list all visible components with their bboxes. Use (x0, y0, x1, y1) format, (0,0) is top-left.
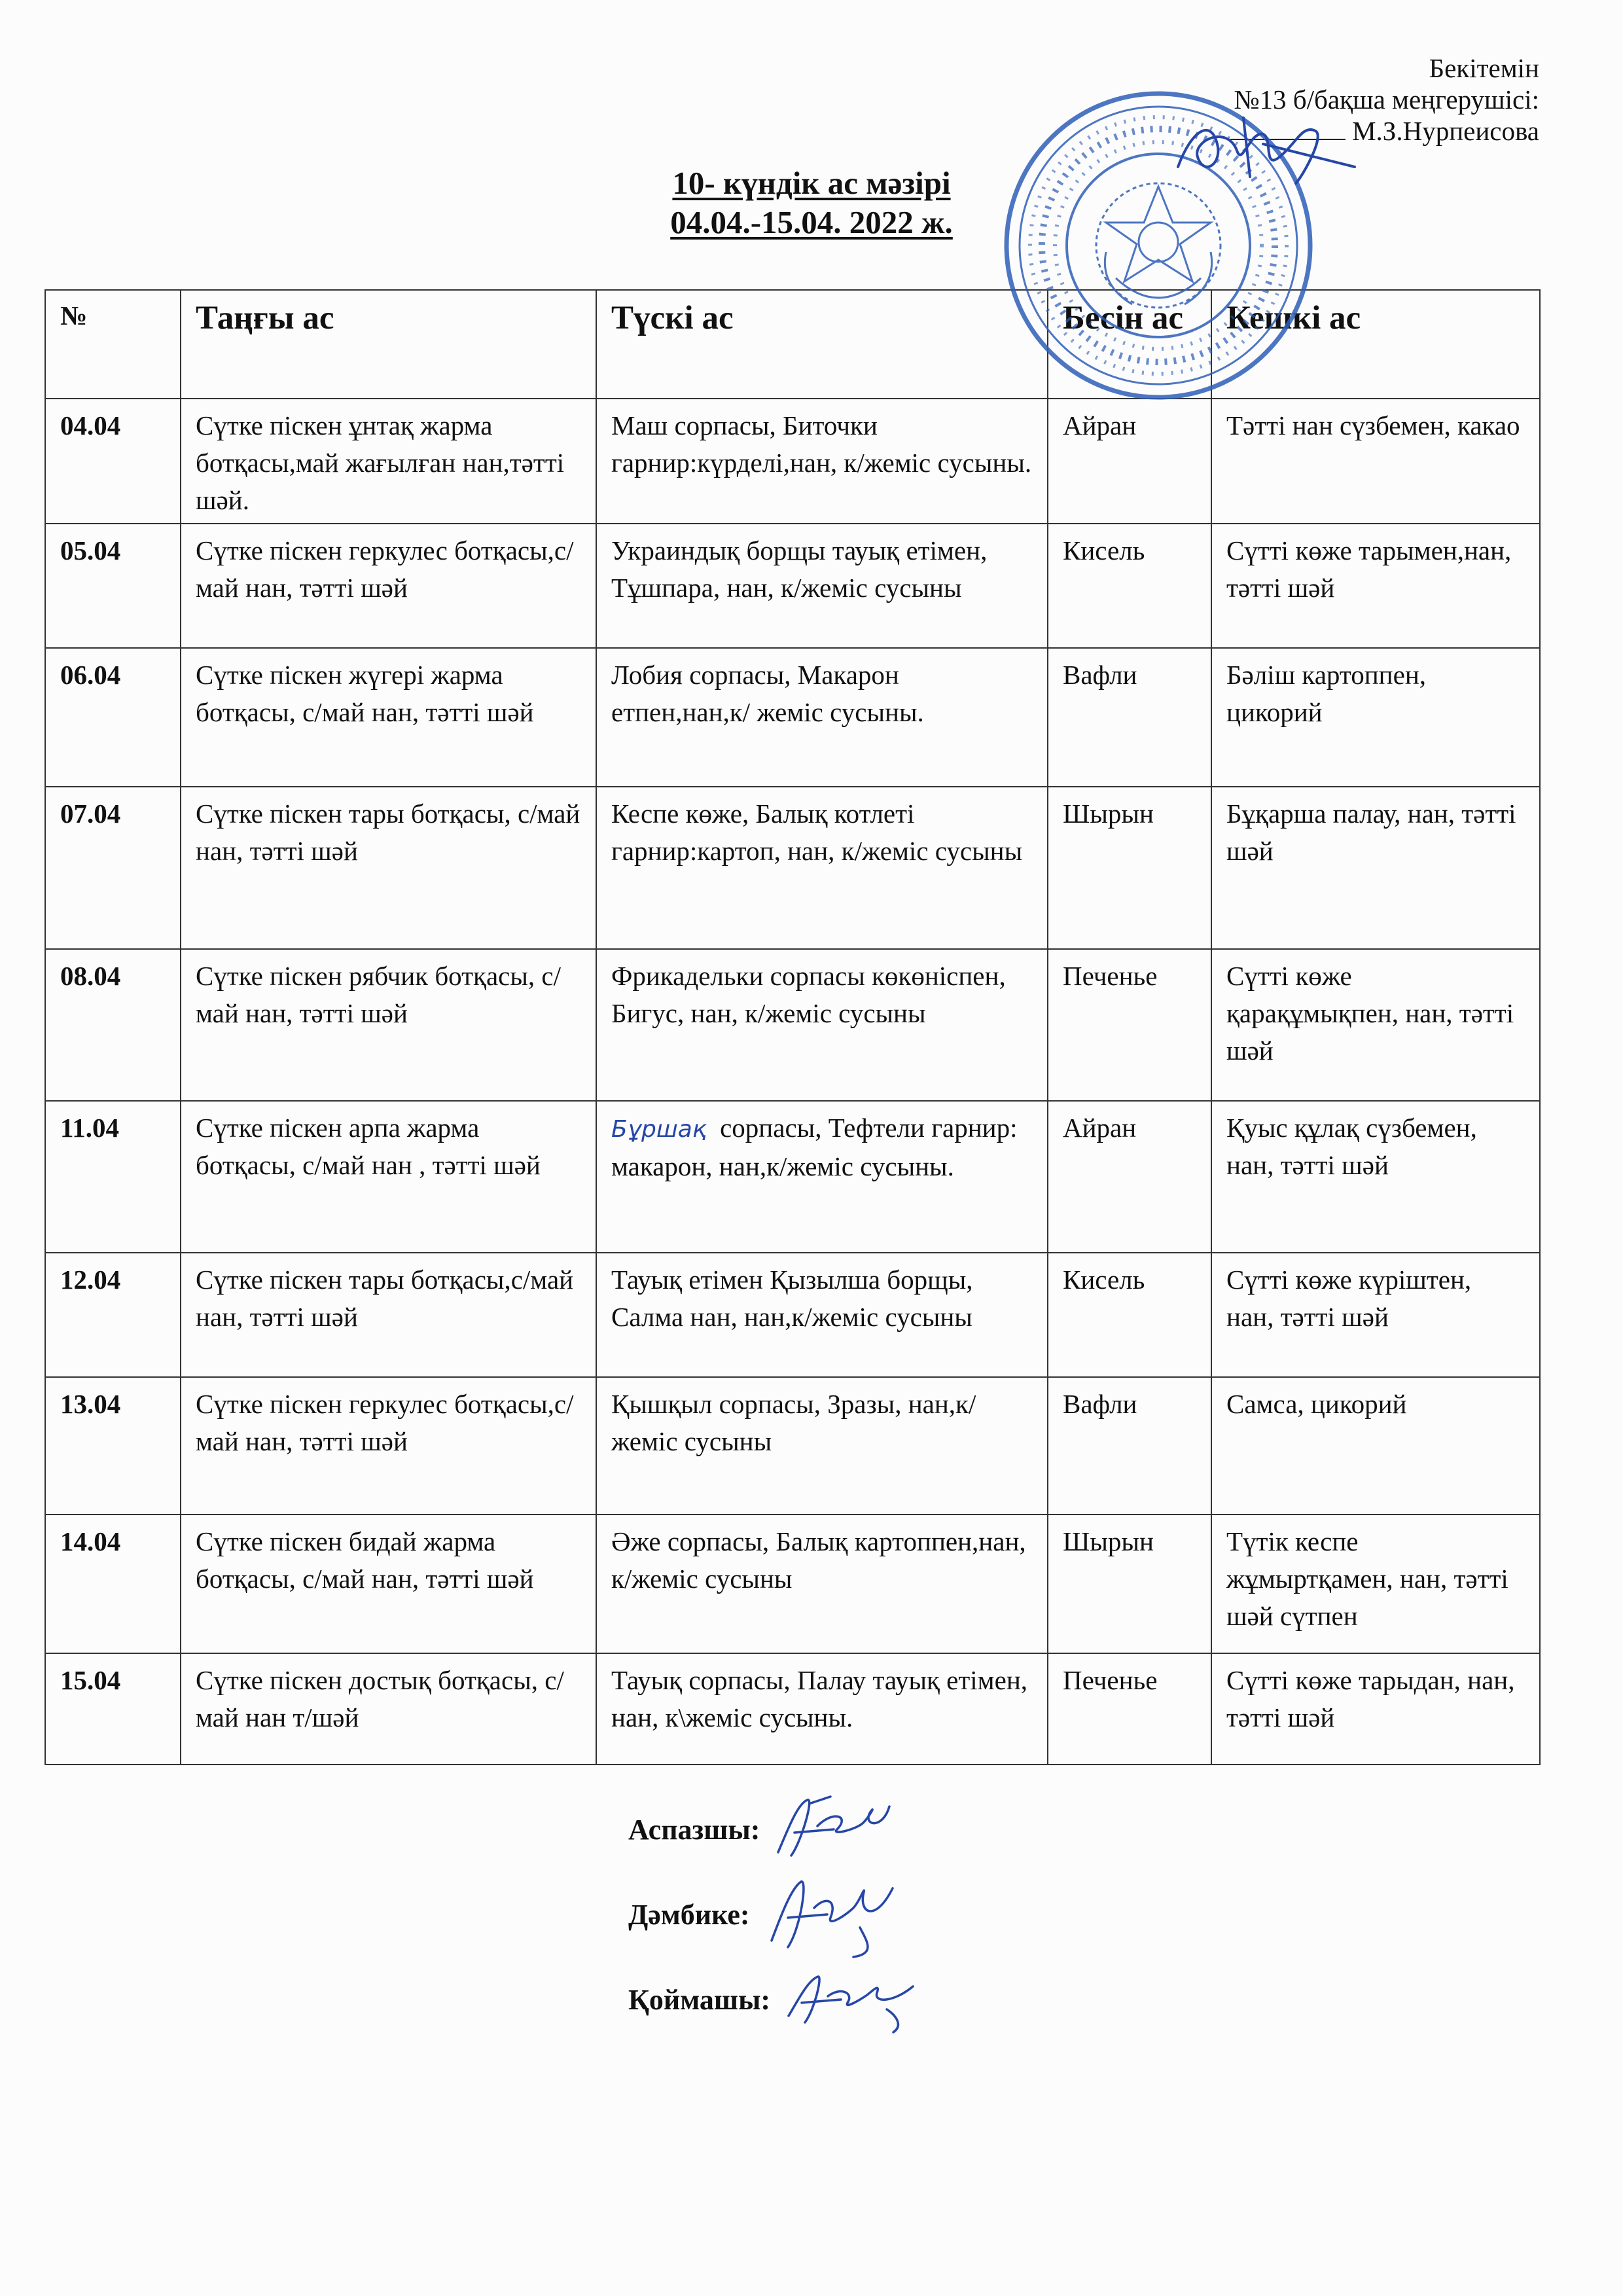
header-snack: Бесін ас (1048, 290, 1211, 399)
table-header-row (45, 290, 1540, 399)
row-breakfast: Сүтке піскен тары ботқасы, с/май нан, тәтті шәй (181, 787, 596, 949)
table-row (45, 949, 1540, 1101)
row-dinner: Сүтті көже тарымен,нан, тәтті шәй (1211, 524, 1540, 648)
table-row (45, 1515, 1540, 1653)
row-dinner: Тәтті нан сүзбемен, какао (1211, 399, 1540, 524)
table-row (45, 399, 1540, 524)
row-breakfast: Сүтке піскен жүгері жарма ботқасы, с/май нан, тәтті шәй (181, 648, 596, 787)
row-lunch: Әже сорпасы, Балық картоппен,нан, к/жеміс сусыны (596, 1515, 1048, 1653)
row-breakfast: Сүтке піскен бидай жарма ботқасы, с/май нан, тәтті шәй (181, 1515, 596, 1653)
menu-table (45, 289, 1541, 1765)
row-date: 12.04 (45, 1253, 181, 1377)
storekeeper-signature-row (628, 1957, 926, 2042)
table-row (45, 1101, 1540, 1253)
row-snack: Шырын (1048, 787, 1211, 949)
row-lunch: сорпасы, Тефтели гарнир: макарон, нан,к/жеміс сусыны. (611, 1113, 1024, 1181)
row-breakfast: Сүтке піскен достық ботқасы, с/май нан т/шәй (181, 1653, 596, 1765)
row-date: 07.04 (45, 787, 181, 949)
row-dinner: Сүтті көже күріштен, нан, тәтті шәй (1211, 1253, 1540, 1377)
row-snack: Кисель (1048, 1253, 1211, 1377)
row-breakfast: Сүтке піскен геркулес ботқасы,с/май нан, тәтті шәй (181, 524, 596, 648)
taster-label: Дәмбике: (628, 1898, 750, 1931)
row-date: 04.04 (45, 399, 181, 524)
row-breakfast: Сүтке піскен тары ботқасы,с/май нан, тәтті шәй (181, 1253, 596, 1377)
row-snack: Шырын (1048, 1515, 1211, 1653)
storekeeper-label: Қоймашы: (628, 1983, 771, 2016)
row-date: 11.04 (45, 1101, 181, 1253)
row-lunch: Украиндық борщы тауық етімен, Тұшпара, нан, к/жеміс сусыны (596, 524, 1048, 648)
row-dinner: Бәліш картоппен, цикорий (1211, 648, 1540, 787)
title-line-2: 04.04.-15.04. 2022 ж. (670, 204, 953, 240)
row-dinner: Бұқарша палау, нан, тәтті шәй (1211, 787, 1540, 949)
row-breakfast: Сүтке піскен ұнтақ жарма ботқасы,май жағылған нан,тәтті шәй. (181, 399, 596, 524)
approval-position: №13 б/бақша меңгерушісі: (1234, 84, 1539, 115)
table-row (45, 1377, 1540, 1515)
row-lunch: Лобия сорпасы, Макарон етпен,нан,к/ жеміс сусыны. (596, 648, 1048, 787)
table-row (45, 1653, 1540, 1765)
row-lunch: Фрикадельки сорпасы көкөніспен, Бигус, нан, к/жеміс сусыны (596, 949, 1048, 1101)
row-lunch: Тауық етімен Қызылша борщы, Салма нан, нан,к/жеміс сусыны (596, 1253, 1048, 1377)
row-dinner: Қуыс құлақ сүзбемен, нан, тәтті шәй (1211, 1101, 1540, 1253)
row-date: 15.04 (45, 1653, 181, 1765)
row-snack: Вафли (1048, 648, 1211, 787)
taster-signature-icon (762, 1869, 899, 1960)
row-lunch: Тауық сорпасы, Палау тауық етімен, нан, к\жеміс сусыны. (596, 1653, 1048, 1765)
table-row (45, 524, 1540, 648)
director-signature-icon (1165, 105, 1361, 190)
cook-signature-row (628, 1787, 926, 1872)
row-dinner: Түтік кеспе жұмыртқамен, нан, тәтті шәй сүтпен (1211, 1515, 1540, 1653)
row-date: 08.04 (45, 949, 181, 1101)
taster-signature-row (628, 1872, 926, 1957)
row-snack: Айран (1048, 399, 1211, 524)
approver-name: М.З.Нурпеисова (1352, 116, 1539, 146)
row-snack: Печенье (1048, 949, 1211, 1101)
row-lunch-cell (596, 1101, 1048, 1253)
row-lunch: Қышқыл сорпасы, Зразы, нан,к/жеміс сусыны (596, 1377, 1048, 1515)
row-date: 05.04 (45, 524, 181, 648)
row-snack: Айран (1048, 1101, 1211, 1253)
cook-label: Аспазшы: (628, 1813, 760, 1846)
row-dinner: Сүтті көже қарақұмықпен, нан, тәтті шәй (1211, 949, 1540, 1101)
row-snack: Вафли (1048, 1377, 1211, 1515)
approval-heading: Бекітемін (1429, 53, 1539, 83)
row-date: 14.04 (45, 1515, 181, 1653)
title-line-1: 10- күндік ас мәзірі (672, 165, 951, 201)
document-title (0, 164, 1623, 242)
header-breakfast: Таңғы ас (181, 290, 596, 399)
cook-signature-icon (772, 1790, 896, 1869)
table-row (45, 787, 1540, 949)
table-row (45, 1253, 1540, 1377)
row-snack: Печенье (1048, 1653, 1211, 1765)
row-dinner: Сүтті көже тарыдан, нан, тәтті шәй (1211, 1653, 1540, 1765)
header-dinner: Кешкі ас (1211, 290, 1540, 399)
row-lunch: Маш сорпасы, Биточки гарнир:күрделі,нан, к/жеміс сусыны. (596, 399, 1048, 524)
row-breakfast: Сүтке піскен рябчик ботқасы, с/май нан, тәтті шәй (181, 949, 596, 1101)
row-date: 06.04 (45, 648, 181, 787)
row-snack: Кисель (1048, 524, 1211, 648)
row-breakfast: Сүтке піскен арпа жарма ботқасы, с/май нан , тәтті шәй (181, 1101, 596, 1253)
signature-block (628, 1787, 926, 2042)
storekeeper-signature-icon (782, 1964, 926, 2036)
header-number: № (45, 290, 181, 399)
row-date: 13.04 (45, 1377, 181, 1515)
row-breakfast: Сүтке піскен геркулес ботқасы,с/май нан, тәтті шәй (181, 1377, 596, 1515)
handwritten-word: Бұршақ (611, 1116, 707, 1143)
header-lunch: Түскі ас (596, 290, 1048, 399)
row-dinner: Самса, цикорий (1211, 1377, 1540, 1515)
row-lunch: Кеспе көже, Балық котлеті гарнир:картоп, нан, к/жеміс сусыны (596, 787, 1048, 949)
table-row (45, 648, 1540, 787)
